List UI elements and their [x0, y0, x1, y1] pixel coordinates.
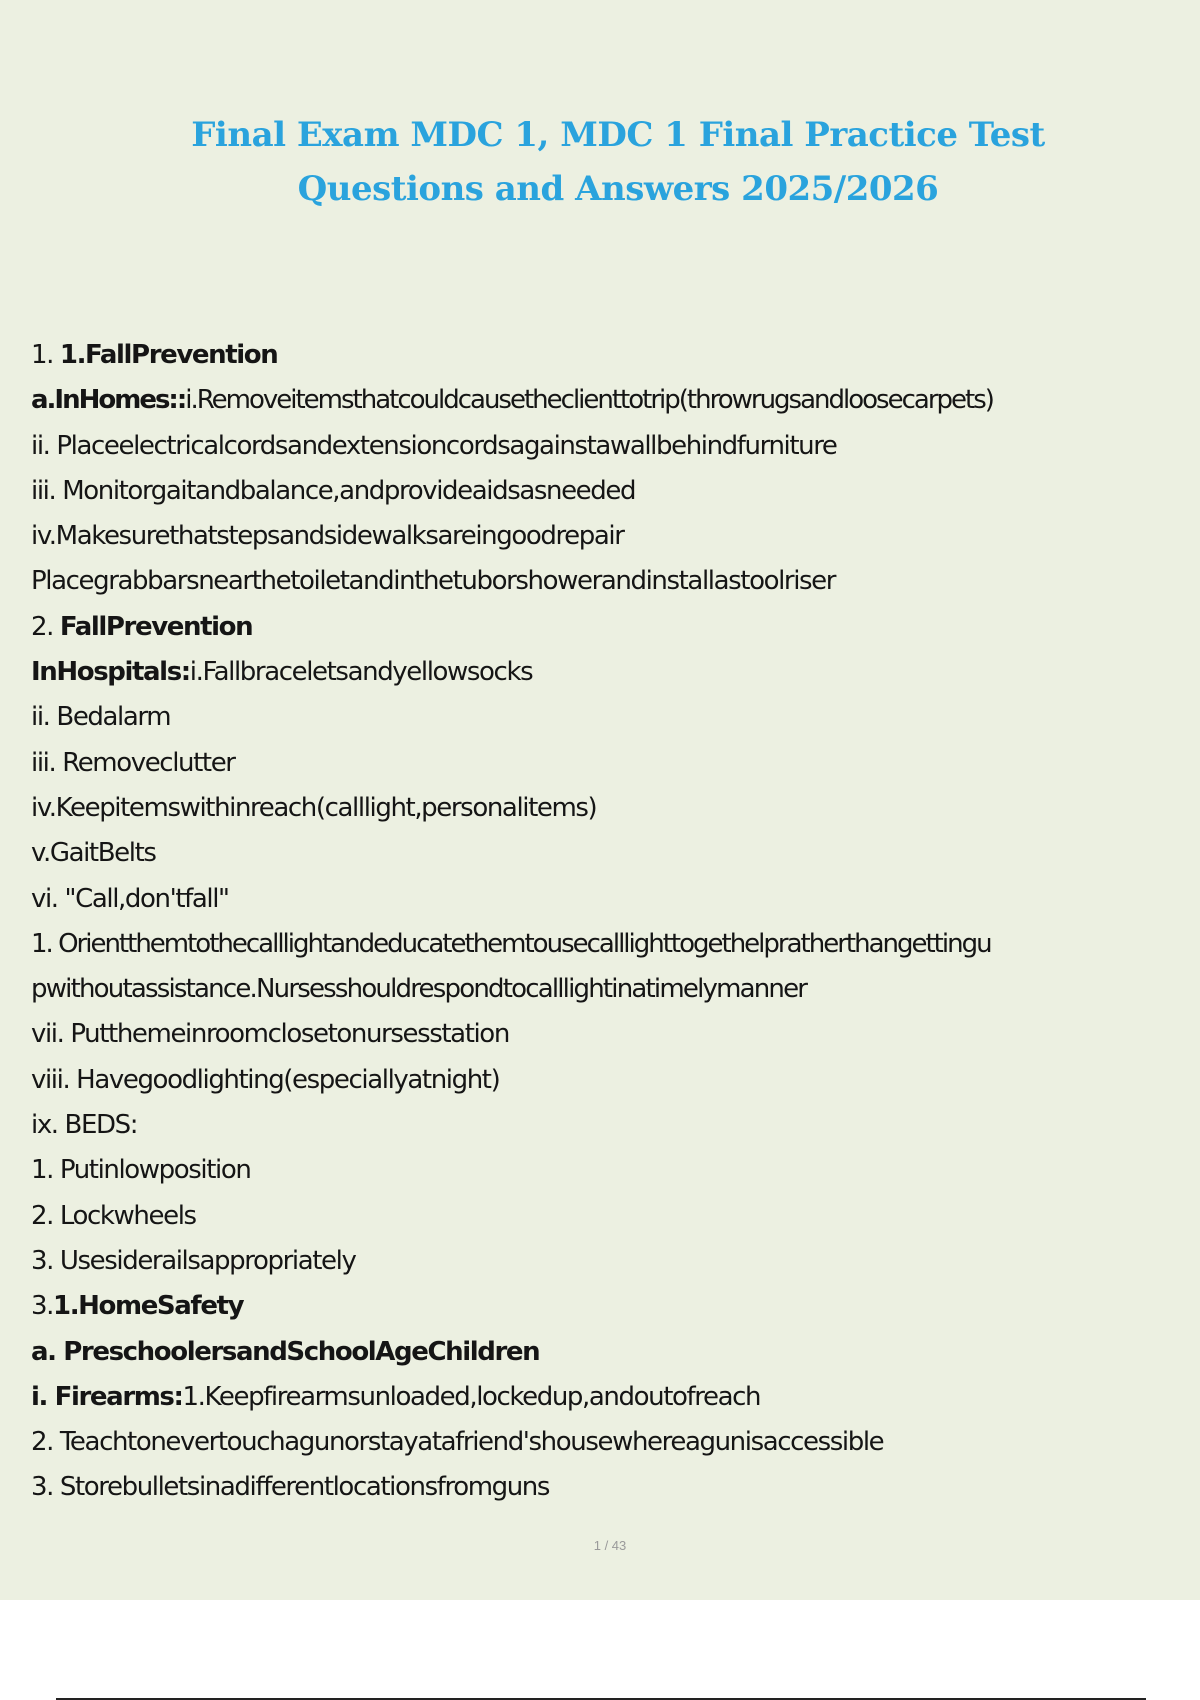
line-text: iii. Removeclutter — [31, 747, 235, 778]
text-line — [31, 650, 1191, 695]
line-text: i.Removeitemsthatcouldcausetheclienttotrip(throwrugsandloosecarpets) — [185, 385, 993, 416]
line-bold: a. PreschoolersandSchoolAgeChildren — [31, 1336, 540, 1367]
text-line — [31, 333, 1191, 378]
text-line — [31, 1058, 1191, 1103]
line-text: 2. Teachtonevertouchagunorstayatafriend'shousewhereagunisaccessible — [31, 1427, 884, 1458]
line-text: pwithoutassistance.Nursesshouldrespondtocalllightinatimelymanner — [31, 974, 807, 1005]
title-line-2: Questions and Answers 2025/2026 — [297, 169, 939, 209]
line-text: Placegrabbarsnearthetoiletandinthetuborshowerandinstallastoolriser — [31, 566, 836, 597]
document-title — [0, 108, 1200, 216]
text-line — [31, 922, 1191, 967]
text-line — [31, 378, 1191, 423]
text-line — [31, 741, 1191, 786]
text-line — [31, 1194, 1191, 1239]
text-line — [31, 786, 1191, 831]
line-bold: 1.HomeSafety — [53, 1291, 244, 1322]
text-line — [31, 469, 1191, 514]
line-text: viii. Havegoodlighting(especiallyatnight) — [31, 1064, 500, 1095]
line-text: iii. Monitorgaitandbalance,andprovideaidsasneeded — [31, 475, 636, 506]
text-line — [31, 1103, 1191, 1148]
line-text: vi. "Call,don'tfall" — [31, 883, 229, 914]
text-line — [31, 605, 1191, 650]
line-text: vii. Putthemeinroomclosetonursesstation — [31, 1019, 509, 1050]
text-line — [31, 514, 1191, 559]
line-text: 1.Keepfirearmsunloaded,lockedup,andoutofreach — [182, 1381, 761, 1412]
text-line — [31, 831, 1191, 876]
text-line — [31, 1375, 1191, 1420]
line-bold: a.InHomes:: — [31, 385, 186, 416]
line-text: i.Fallbraceletsandyellowsocks — [189, 657, 533, 688]
line-prefix: 1. — [31, 340, 60, 370]
document-body — [31, 333, 1191, 1511]
text-line — [31, 1239, 1191, 1284]
text-line — [31, 1148, 1191, 1193]
text-line — [31, 877, 1191, 922]
text-line — [31, 695, 1191, 740]
page-number: 1 / 43 — [593, 1538, 627, 1553]
text-line — [31, 1012, 1191, 1057]
text-line — [31, 1330, 1191, 1375]
line-text: iv.Keepitemswithinreach(calllight,personalitems) — [31, 792, 597, 823]
line-prefix: 3. — [31, 1291, 54, 1322]
line-text: 3. Usesiderailsappropriately — [31, 1245, 356, 1276]
line-text: iv.Makesurethatstepsandsidewalksareingoodrepair — [31, 521, 624, 552]
text-line — [31, 1284, 1191, 1329]
text-line — [31, 1420, 1191, 1465]
text-line — [31, 424, 1191, 469]
line-text: ii. Bedalarm — [31, 702, 171, 733]
line-bold: 1.FallPrevention — [59, 340, 278, 370]
text-line — [31, 1465, 1191, 1510]
line-prefix: 2. — [31, 611, 60, 642]
line-text: v.GaitBelts — [31, 838, 156, 869]
line-bold: InHospitals: — [31, 657, 190, 688]
text-line — [31, 559, 1191, 604]
title-line-1: Final Exam MDC 1, MDC 1 Final Practice Test — [191, 115, 1045, 155]
line-text: 3. Storebulletsinadifferentlocationsfromguns — [31, 1472, 550, 1503]
line-text: 2. Lockwheels — [31, 1200, 196, 1231]
line-text: 1. Orientthemtothecalllightandeducatethemtousecalllighttogethelpratherthangettingu — [31, 928, 991, 959]
line-text: 1. Putinlowposition — [31, 1155, 251, 1186]
line-bold: i. Firearms: — [31, 1381, 183, 1412]
text-line — [31, 967, 1191, 1012]
line-bold: FallPrevention — [59, 611, 253, 642]
line-text: ix. BEDS: — [31, 1110, 138, 1141]
line-text: ii. Placeelectricalcordsandextensioncordsagainstawallbehindfurniture — [31, 430, 837, 461]
